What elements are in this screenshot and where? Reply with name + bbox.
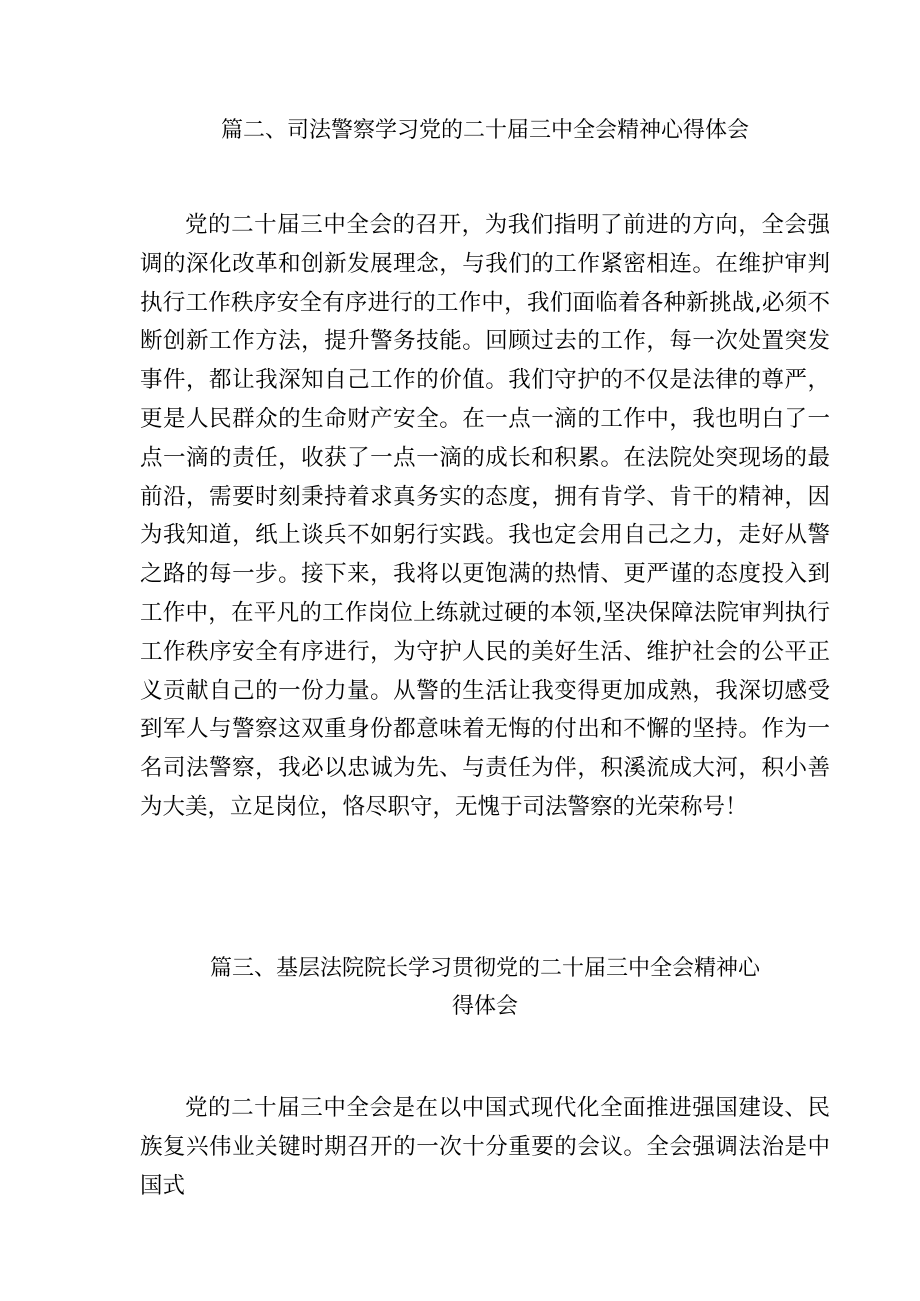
section-title-2 [140,112,830,150]
section-title-line: 篇二、司法警察学习党的二十届三中全会精神心得体会 [220,118,749,143]
section-paragraph-2: 党的二十届三中全会的召开，为我们指明了前进的方向，全会强调的深化改革和创新发展理念，与我们的工作紧密相连。在维护审判执行工作秩序安全有序进行的工作中，我们面临着各种新挑战,必须不断创新工作方法，提升警务技能。回顾过去的工作，每一次处置突发事件，都让我深知自己工作的价值。我们守护的不仅是法律的尊严，更是人民群众的生命财产安全。在一点一滴的工作中，我也明白了一点一滴的责任，收获了一点一滴的成长和积累。在法院处突现场的最前沿，需要时刻秉持着求真务实的态度，拥有肯学、肯干的精神，因为我知道，纸上谈兵不如躬行实践。我也定会用自己之力，走好从警之路的每一步。接下来，我将以更饱满的热情、更严谨的态度投入到工作中，在平凡的工作岗位上练就过硬的本领,坚决保障法院审判执行工作秩序安全有序进行，为守护人民的美好生活、维护社会的公平正义贡献自己的一份力量。从警的生活让我变得更加成熟，我深切感受到军人与警察这双重身份都意味着无悔的付出和不懈的坚持。作为一名司法警察，我必以忠诚为先、与责任为伴，积溪流成大河，积小善为大美，立足岗位，恪尽职守，无愧于司法警察的光荣称号！ [140,212,830,820]
section-title-line: 得体会 [451,994,518,1019]
section-title-line: 篇三、基层法院院长学习贯彻党的二十届三中全会精神心 [209,956,760,981]
section-title-3 [140,950,830,1026]
section-paragraph-3: 党的二十届三中全会是在以中国式现代化全面推进强国建设、民族复兴伟业关键时期召开的一次十分重要的会议。全会强调法治是中国式 [140,1095,830,1199]
